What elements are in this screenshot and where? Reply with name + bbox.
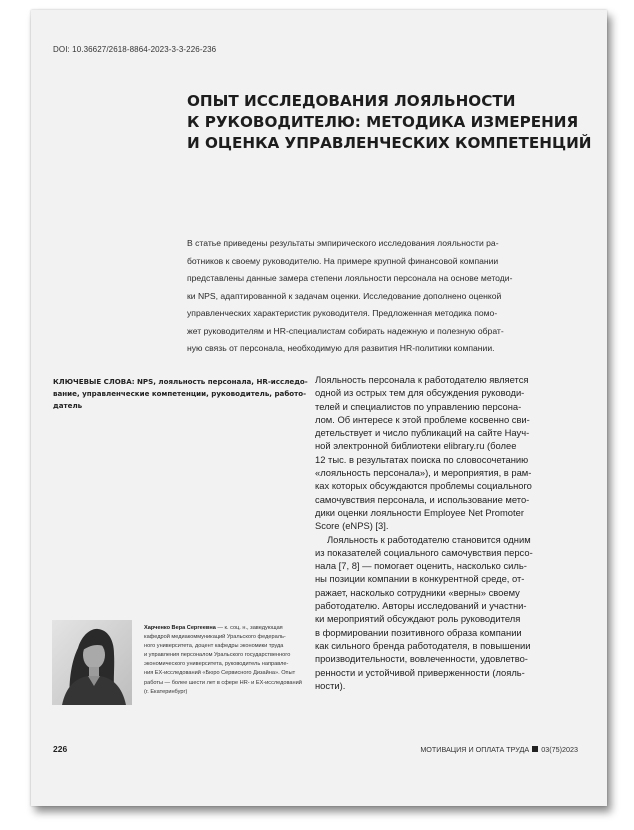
author-info (144, 624, 314, 697)
abstract-line: ную связь от персонала, необходимую для развития HR-политики компании. (187, 343, 495, 353)
abstract-line: управленческих характеристик руководителя. Предложенная методика помо- (187, 308, 498, 318)
journal-issue: 03(75)2023 (541, 745, 578, 754)
body-line: 12 тыс. в результатах поиска по словосочетанию (315, 453, 529, 465)
author-line: и управления персоналом Уральского государственного (144, 652, 291, 659)
abstract (187, 235, 571, 358)
doi-label: DOI: 10.36627/2618-8864-2023-3-3-226-236 (53, 45, 217, 54)
body-line: ной электронной библиотеки elibrary.ru (более (315, 440, 517, 452)
abstract-line: ки NPS, адаптированной к задачам оценки. Исследование дополнено оценкой (187, 290, 502, 301)
body-line: ражает, насколько сотрудники «верны» своему (315, 586, 520, 598)
article-title (187, 91, 592, 154)
abstract-line: В статье приведены результаты эмпирического исследования лояльности ра- (187, 238, 499, 248)
abstract-line: жет руководителям и HR-специалистам собирать надежную и полезную обрат- (187, 325, 504, 336)
keywords-line: датель (53, 401, 83, 411)
body-line: нала [7, 8] — помогает оценить, насколько силь- (315, 560, 527, 572)
author-line: ния EX-исследований «Бюро Сервисного Дизайна». Опыт (144, 670, 296, 677)
author-line: ного университета, доцент кафедры экономики труда (144, 643, 284, 650)
body-line: дики оценки лояльности Employee Net Promoter (315, 506, 524, 518)
author-line: (г. Екатеринбург) (144, 688, 188, 695)
body-line: из показателей социального самочувствия персо- (315, 546, 533, 558)
body-line: Score (eNPS) [3]. (315, 520, 389, 532)
journal-footer (420, 745, 578, 754)
abstract-line: представлены данные замера степени лояльности персонала на основе методи- (187, 273, 513, 283)
author-line: экономического университета, руководитель направле- (144, 661, 289, 668)
page-number: 226 (53, 744, 68, 754)
body-line: производительности, вовлеченности, удовлетво- (315, 653, 528, 665)
body-line: ки мероприятий обсуждают роль руководителя (315, 613, 521, 625)
body-line: лом. Об интересе к этой проблеме косвенно сви- (315, 413, 530, 425)
body-line: детельствует и число публикаций на сайте Науч- (315, 427, 530, 439)
body-line: ках которых обсуждаются проблемы социального (315, 480, 532, 492)
keywords (53, 376, 308, 413)
author-line-first (144, 624, 314, 633)
author-line: работы — более шести лет в сфере HR- и EX-исследований (144, 679, 302, 686)
body-line: телей и специалистов по управлению персона- (315, 400, 522, 412)
body-line: работодателю. Авторы исследований и участни- (315, 600, 527, 612)
author-name: Харченко Вера Сергеевна (144, 625, 216, 631)
author-line: — к. соц. н., заведующая (215, 625, 283, 631)
body-line: как сильного бренда работодателя, в повышении (315, 639, 531, 651)
title-line: К РУКОВОДИТЕЛЮ: МЕТОДИКА ИЗМЕРЕНИЯ (187, 113, 579, 131)
body-line: ны позиции компании в конкурентной среде, от- (315, 573, 525, 585)
title-line: И ОЦЕНКА УПРАВЛЕНЧЕСКИХ КОМПЕТЕНЦИЙ (187, 134, 592, 152)
body-line: одной из острых тем для обсуждения руководи- (315, 387, 525, 399)
body-line: «лояльность персонала»), и мероприятия, в рам- (315, 467, 532, 479)
body-line: в формировании позитивного образа компании (315, 626, 522, 638)
body-line: ности). (315, 679, 346, 691)
article-body (315, 373, 585, 692)
journal-name: МОТИВАЦИЯ И ОПЛАТА ТРУДА (420, 745, 530, 754)
keywords-line: вание, управленческие компетенции, руководитель, работо- (53, 389, 307, 399)
keywords-line: КЛЮЧЕВЫЕ СЛОВА: NPS, лояльность персонала, HR-исследо- (53, 377, 308, 386)
body-line: Лояльность персонала к работодателю является (315, 374, 529, 385)
author-portrait-image (52, 620, 132, 705)
square-separator-icon (532, 746, 538, 752)
author-line: кафедрой медиакоммуникаций Уральского федераль- (144, 634, 286, 641)
body-line: самочувствия персонала, и использование мето- (315, 493, 530, 505)
title-line: ОПЫТ ИССЛЕДОВАНИЯ ЛОЯЛЬНОСТИ (187, 92, 516, 110)
author-photo (52, 620, 132, 705)
body-line: Лояльность к работодателю становится одним (327, 533, 531, 545)
body-line: ренности и устойчивой приверженности (лояль- (315, 666, 525, 678)
abstract-line: ботников к своему руководителю. На примере крупной финансовой компании (187, 255, 499, 266)
